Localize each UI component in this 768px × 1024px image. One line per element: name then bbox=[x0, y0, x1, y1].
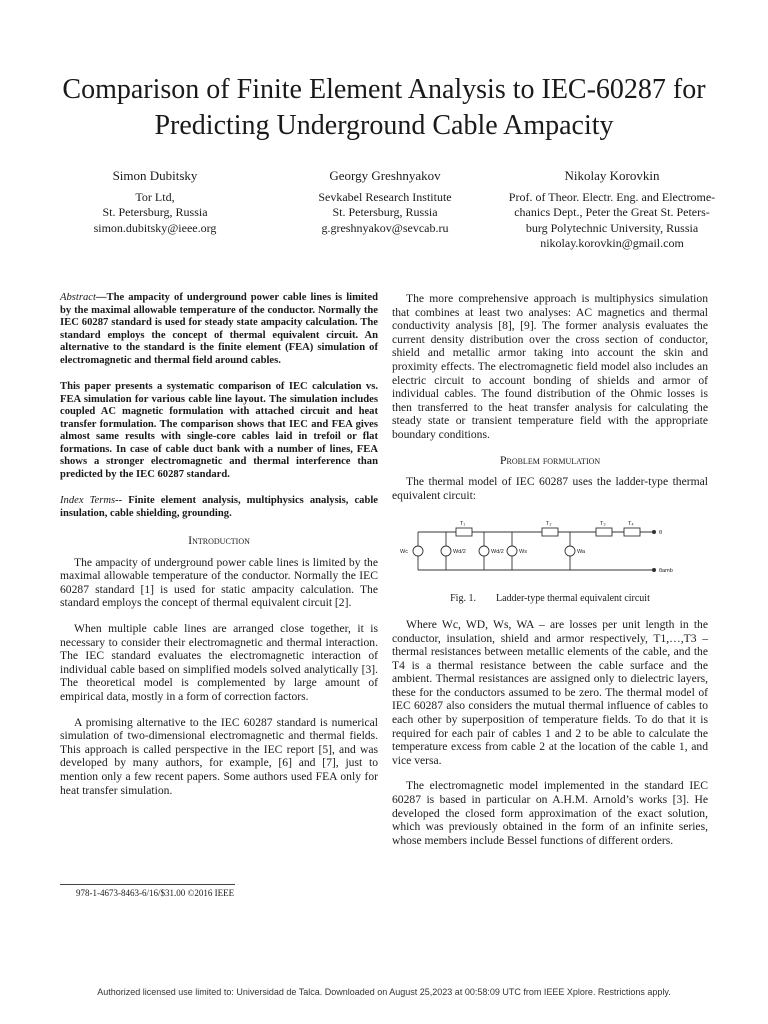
source-ws bbox=[507, 546, 517, 556]
index-terms bbox=[60, 495, 378, 520]
author-email[interactable]: g.greshnyakov@sevcab.ru bbox=[321, 220, 449, 235]
author-affiliation: chanics Dept., Peter the Great St. Peters- bbox=[514, 205, 710, 219]
problem-paragraph-3: The electromagnetic model implemented in the standard IEC 60287 is based in particular on A.H.M. Arnold’s works [3]. He developed the closed form approximation of the exact solution, which was previously obtained in the form of an infinite series, whose members include Bessel functions of different orders. bbox=[392, 779, 708, 847]
intro-paragraph-2: When multiple cable lines are arranged close together, it is necessary to consider their electromagnetic and thermal interaction. The IEC standard evaluates the electromagnetic interaction of individual cable based on simplified models solved analytically [3]. The theoretical model is complemented by large amount of empirical data, mostly in a form of correction factors. bbox=[60, 621, 378, 703]
copyright-footnote: 978-1-4673-8463-6/16/$31.00 ©2016 IEEE bbox=[76, 888, 235, 898]
right-paragraph-1: The more comprehensive approach is multiphysics simulation that combines at least two analyses: AC magnetics and thermal conductivity analysis [8], [9]. The former analysis evaluates the current density distribution over the cross section of conductor, shield and metallic armor taking into account the skin and proximity effects. The electromagnetic field model also includes an electric circuit to account bonding of shields and armor of individual cables. The found distribution of the Ohmic losses is then transferred to the heat transfer analysis for calculating the steady state or transient temperature field with the appropriate boundary conditions. bbox=[392, 292, 708, 441]
author-3 bbox=[496, 168, 728, 252]
resistor-t3 bbox=[596, 528, 612, 536]
source-wc bbox=[413, 546, 423, 556]
source-wd2a bbox=[441, 546, 451, 556]
resistor-t4 bbox=[624, 528, 640, 536]
label-wc: Wc bbox=[400, 549, 408, 556]
license-notice: Authorized licensed use limited to: Universidad de Talca. Downloaded on August 25,2023 at 00:58:09 UTC from IEEE Xplore. Restrictions apply. bbox=[97, 987, 671, 997]
author-1 bbox=[60, 168, 250, 236]
index-terms-label: Index Terms bbox=[60, 495, 116, 506]
label-wa: Wa bbox=[577, 549, 586, 556]
intro-paragraph-1: The ampacity of underground power cable lines is limited by the maximal allowable temperature of the conductor. Normally the IEC 60287 standard [1] is used for static ampacity calculation. The standard employs the concept of thermal equivalent circuit [2]. bbox=[60, 555, 378, 610]
abstract-label: Abstract bbox=[60, 292, 96, 303]
figure-1 bbox=[392, 514, 708, 586]
resistor-t1 bbox=[456, 528, 472, 536]
label-wd2b: Wd/2 bbox=[491, 549, 504, 556]
author-2 bbox=[290, 168, 480, 236]
author-name: Simon Dubitsky bbox=[112, 168, 198, 183]
node-theta-amb bbox=[652, 569, 655, 572]
index-terms-text: -- Finite element analysis, multiphysics analysis, cable insulation, cable shielding, grounding. bbox=[60, 495, 378, 519]
author-name: Nikolay Korovkin bbox=[564, 168, 660, 183]
author-affiliation: Sevkabel Research Institute bbox=[318, 189, 452, 204]
abstract-paragraph-2: This paper presents a systematic comparison of IEC calculation vs. FEA simulation for various cable line layout. The simulation includes coupled AC magnetic formulation with attached circuit and heat transfer formulation. The comparison shows that IEC and FEA gives almost same results with single-core cables laid in trefoil or flat formations. In case of cable duct bank with a number of lines, FEA shows a stronger electromagnetic and thermal interference than predicted by the IEC 60287 standard. bbox=[60, 381, 378, 480]
author-name: Georgy Greshnyakov bbox=[329, 168, 441, 183]
problem-paragraph-2: Where Wc, WD, Ws, WA – are losses per unit length in the conductor, insulation, shield and armor respectively, T1,…,T3 – thermal resistances between metallic elements of the cable, and the T4 is a thermal resistance between the cable surface and the ambient. Thermal resistances are assigned only to dielectric layers, these for the conductors assumed to be zero. The thermal model of IEC 60287 also considers the mutual thermal influence of cables to each other by superposition of temperature fields. To do that it is required for each pair of cables 1 and 2 to be able to calculate the temperature excess from cable 2 at the location of the cable 1, and vice versa. bbox=[392, 617, 708, 767]
ladder-circuit-diagram bbox=[392, 514, 708, 586]
figure-caption-text: Ladder-type thermal equivalent circuit bbox=[495, 593, 650, 605]
source-wd2b bbox=[479, 546, 489, 556]
label-theta: θ bbox=[659, 530, 663, 537]
node-theta bbox=[652, 531, 655, 534]
abstract bbox=[60, 292, 378, 367]
label-t4: T₄ bbox=[628, 521, 634, 528]
author-location: St. Petersburg, Russia bbox=[332, 205, 438, 219]
paper-title: Comparison of Finite Element Analysis to IEC-60287 for Predicting Underground Cable Ampacity bbox=[62, 74, 706, 141]
intro-paragraph-3: A promising alternative to the IEC 60287 standard is numerical simulation of two-dimensional electromagnetic and thermal fields. This approach is called perspective in the IEC report [5], and was developed by many authors, for example, [6] and [7], just to mention only a few recent papers. Some authors used FEA only for heat transfer simulation. bbox=[60, 715, 378, 797]
resistor-t2 bbox=[542, 528, 558, 536]
label-theta-amb: θamb bbox=[659, 568, 673, 575]
author-affiliation: burg Polytechnic University, Russia bbox=[525, 220, 699, 235]
figure-caption-number: Fig. 1. bbox=[450, 593, 476, 605]
problem-paragraph-1: The thermal model of IEC 60287 uses the ladder-type thermal equivalent circuit: bbox=[392, 475, 708, 502]
author-location: St. Petersburg, Russia bbox=[102, 205, 208, 219]
author-affiliation: Prof. of Theor. Electr. Eng. and Electrome- bbox=[508, 189, 716, 204]
source-wa bbox=[565, 546, 575, 556]
left-column bbox=[60, 292, 378, 809]
author-email[interactable]: simon.dubitsky@ieee.org bbox=[93, 220, 217, 235]
section-heading-problem: Problem formulation bbox=[499, 452, 601, 467]
label-t1: T₁ bbox=[460, 521, 466, 528]
label-wd2a: Wd/2 bbox=[453, 549, 466, 556]
label-ws: Ws bbox=[519, 549, 527, 556]
right-column bbox=[392, 292, 708, 859]
author-affiliation: Tor Ltd, bbox=[135, 189, 175, 204]
figure-caption bbox=[392, 592, 708, 606]
label-t3: T₃ bbox=[600, 521, 606, 528]
footnote-divider bbox=[60, 884, 235, 885]
label-t2: T₂ bbox=[546, 521, 552, 528]
section-heading-introduction: Introduction bbox=[188, 533, 250, 547]
abstract-text: —The ampacity of underground power cable lines is limited by the maximal allowable temperature of the conductor. Normally the IEC 60287 standard is used for steady state ampacity calculation. The standard employs the concept of thermal equivalent circuit. An alternative to the standard is the finite element (FEA) simulation of electromagnetic and thermal field around cables. bbox=[60, 292, 378, 366]
author-email[interactable]: nikolay.korovkin@gmail.com bbox=[540, 236, 684, 250]
